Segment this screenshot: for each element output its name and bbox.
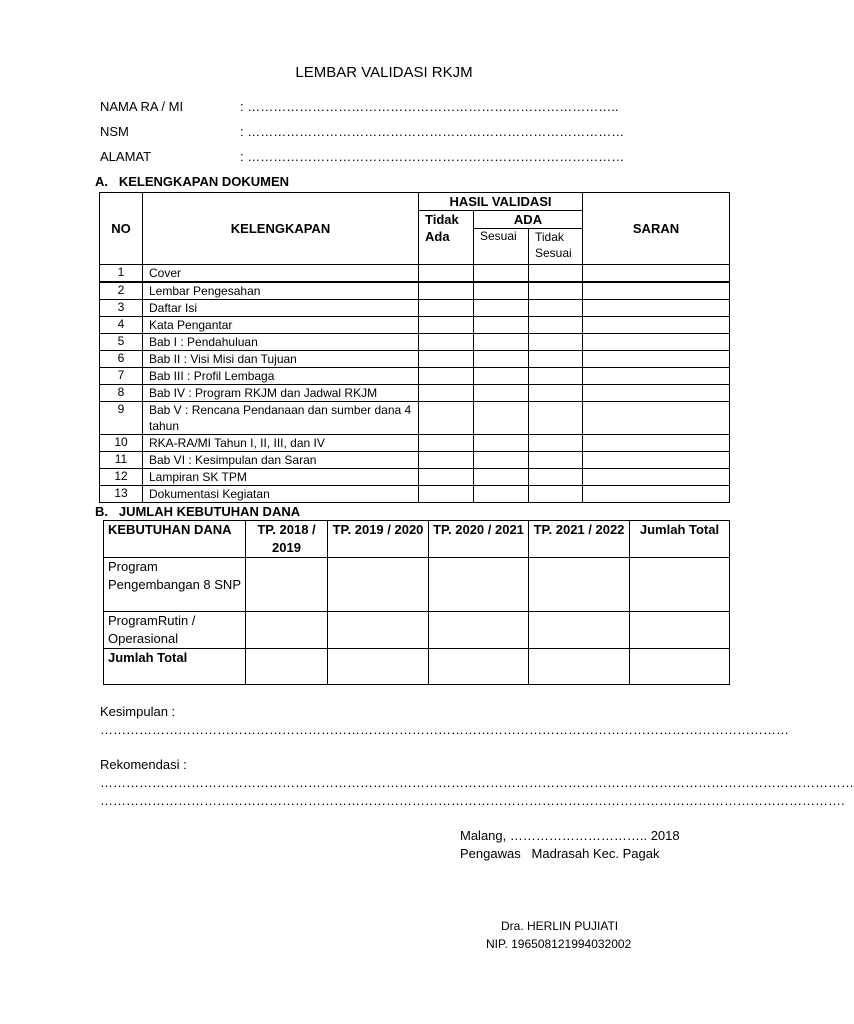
position: Pengawas Madrasah Kec. Pagak [460, 846, 660, 861]
nsm-value: : …………………………………………………………………………… [240, 124, 625, 139]
header-tp-2020: TP. 2020 / 2021 [429, 521, 529, 558]
empty-cell [529, 402, 583, 435]
empty-cell [583, 334, 730, 351]
empty-cell [419, 300, 474, 317]
row-item: Cover [143, 265, 419, 283]
alamat-value: : …………………………………………………………………………… [240, 149, 625, 164]
empty-cell [419, 435, 474, 452]
empty-cell [583, 282, 730, 300]
row-item: Bab VI : Kesimpulan dan Saran [143, 452, 419, 469]
empty-cell [529, 300, 583, 317]
table-row [100, 300, 730, 317]
empty-cell [474, 300, 529, 317]
table-row [100, 385, 730, 402]
empty-cell [529, 282, 583, 300]
row-number: 3 [100, 300, 143, 317]
empty-cell [529, 469, 583, 486]
header-tp-2019: TP. 2019 / 2020 [328, 521, 429, 558]
empty-cell [419, 317, 474, 334]
place-date: Malang, ………………………….. 2018 [460, 828, 680, 843]
row-item: Bab II : Visi Misi dan Tujuan [143, 351, 419, 368]
empty-cell [474, 282, 529, 300]
row-item: Bab III : Profil Lembaga [143, 368, 419, 385]
empty-cell [529, 265, 583, 283]
header-no: NO [100, 193, 143, 265]
table-row [100, 469, 730, 486]
row-number: 6 [100, 351, 143, 368]
empty-cell [419, 282, 474, 300]
empty-cell [474, 402, 529, 435]
empty-cell [474, 334, 529, 351]
header-hasil-validasi: HASIL VALIDASI [419, 193, 583, 211]
row-item: Daftar Isi [143, 300, 419, 317]
empty-cell [474, 265, 529, 283]
table-row [100, 265, 730, 283]
document-title: LEMBAR VALIDASI RKJM [295, 64, 473, 81]
table-row [100, 334, 730, 351]
row-program-pengembangan: Program Pengembangan 8 SNP [104, 558, 246, 612]
empty-cell [529, 385, 583, 402]
row-number: 1 [100, 265, 143, 283]
row-number: 7 [100, 368, 143, 385]
empty-cell [583, 368, 730, 385]
empty-cell [583, 351, 730, 368]
empty-cell [419, 402, 474, 435]
nama-label: NAMA RA / MI [100, 99, 184, 114]
empty-cell [419, 351, 474, 368]
header-tp-2021: TP. 2021 / 2022 [529, 521, 630, 558]
row-item: Kata Pengantar [143, 317, 419, 334]
table-row [100, 351, 730, 368]
empty-cell [419, 385, 474, 402]
kesimpulan-line: …………………………………………………………………………………………………………………………………………… [100, 722, 789, 737]
table-row [100, 368, 730, 385]
row-item: Dokumentasi Kegiatan [143, 486, 419, 503]
header-tp-2018: TP. 2018 / 2019 [246, 521, 328, 558]
empty-cell [583, 435, 730, 452]
empty-cell [474, 435, 529, 452]
empty-cell [474, 351, 529, 368]
empty-cell [474, 486, 529, 503]
rekomendasi-line-2: ………………………………………………………………………………………………………………………………………………………. [100, 793, 845, 808]
table-row [100, 486, 730, 503]
row-number: 5 [100, 334, 143, 351]
row-program-rutin: ProgramRutin / Operasional [104, 612, 246, 649]
header-tidak-ada: Tidak Ada [419, 211, 474, 265]
empty-cell [419, 334, 474, 351]
empty-cell [583, 317, 730, 334]
nsm-label: NSM [100, 124, 129, 139]
empty-cell [529, 435, 583, 452]
empty-cell [474, 469, 529, 486]
row-item: Lampiran SK TPM [143, 469, 419, 486]
table-row [100, 317, 730, 334]
empty-cell [529, 486, 583, 503]
empty-cell [583, 300, 730, 317]
empty-cell [419, 452, 474, 469]
kesimpulan-label: Kesimpulan : [100, 704, 176, 719]
empty-cell [419, 486, 474, 503]
header-sesuai: Sesuai [474, 229, 529, 265]
empty-cell [419, 368, 474, 385]
row-number: 10 [100, 435, 143, 452]
row-item: RKA-RA/MI Tahun I, II, III, dan IV [143, 435, 419, 452]
kelengkapan-table [99, 192, 730, 503]
table-row [100, 402, 730, 435]
kebutuhan-dana-table [103, 520, 730, 685]
header-kebutuhan-dana: KEBUTUHAN DANA [104, 521, 246, 558]
empty-cell [583, 452, 730, 469]
header-jumlah-total: Jumlah Total [630, 521, 730, 558]
rekomendasi-label: Rekomendasi : [100, 757, 187, 772]
empty-cell [474, 368, 529, 385]
table-row [100, 452, 730, 469]
empty-cell [583, 265, 730, 283]
empty-cell [583, 486, 730, 503]
rekomendasi-line-1: ………………………………………………………………………………………………………………………………………………………… [100, 775, 854, 790]
row-item: Bab V : Rencana Pendanaan dan sumber dana 4 tahun [143, 402, 419, 435]
empty-cell [583, 469, 730, 486]
empty-cell [419, 469, 474, 486]
header-kelengkapan: KELENGKAPAN [143, 193, 419, 265]
row-item: Bab IV : Program RKJM dan Jadwal RKJM [143, 385, 419, 402]
empty-cell [529, 368, 583, 385]
empty-cell [583, 402, 730, 435]
nama-value: : ………………………………………………………………………….. [240, 99, 619, 114]
empty-cell [529, 334, 583, 351]
header-ada: ADA [474, 211, 583, 229]
empty-cell [474, 385, 529, 402]
empty-cell [583, 385, 730, 402]
row-number: 9 [100, 402, 143, 435]
row-number: 13 [100, 486, 143, 503]
empty-cell [529, 351, 583, 368]
table-row [100, 435, 730, 452]
signatory-name: Dra. HERLIN PUJIATI [501, 919, 619, 933]
row-number: 4 [100, 317, 143, 334]
empty-cell [419, 265, 474, 283]
empty-cell [529, 317, 583, 334]
row-item: Bab I : Pendahuluan [143, 334, 419, 351]
row-number: 8 [100, 385, 143, 402]
row-jumlah-total: Jumlah Total [104, 649, 246, 685]
header-tidak-sesuai: Tidak Sesuai [529, 229, 583, 265]
empty-cell [474, 317, 529, 334]
row-item: Lembar Pengesahan [143, 282, 419, 300]
signatory-nip: NIP. 196508121994032002 [486, 937, 632, 951]
row-number: 11 [100, 452, 143, 469]
header-saran: SARAN [583, 193, 730, 265]
empty-cell [529, 452, 583, 469]
empty-cell [474, 452, 529, 469]
table-row [100, 282, 730, 300]
alamat-label: ALAMAT [100, 149, 152, 164]
section-a-heading: A. KELENGKAPAN DOKUMEN [95, 174, 290, 189]
row-number: 12 [100, 469, 143, 486]
section-b-heading: B. JUMLAH KEBUTUHAN DANA [95, 504, 301, 519]
row-number: 2 [100, 282, 143, 300]
